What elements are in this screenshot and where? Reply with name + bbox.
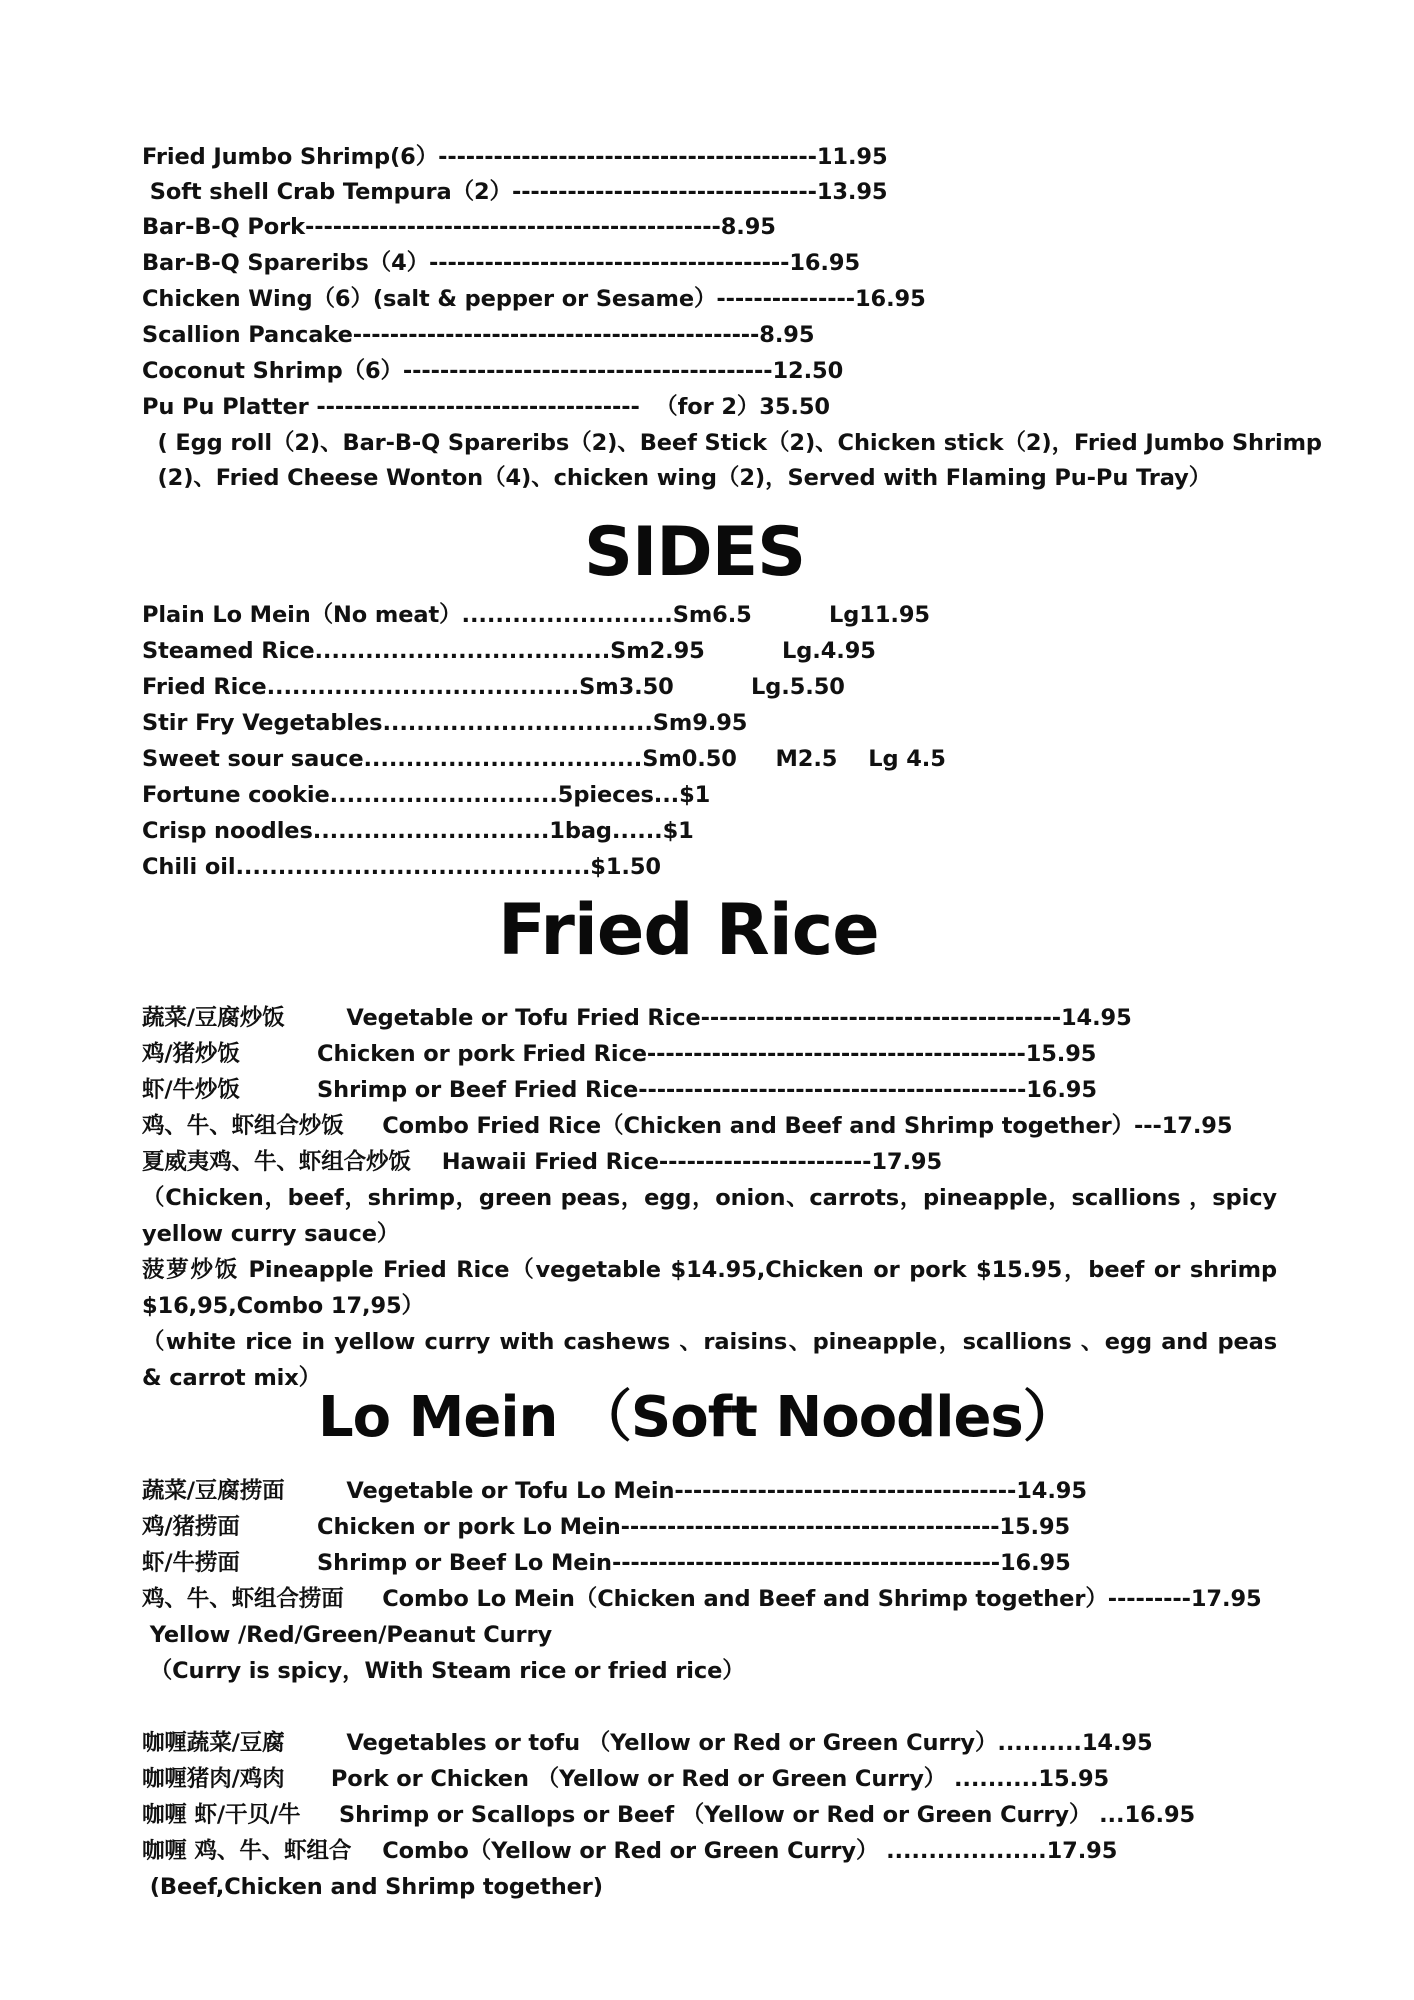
menu-item: 虾/牛捞面 Shrimp or Beef Lo Mein------------------------------------------16.95	[142, 1550, 1071, 1576]
menu-item: Plain Lo Mein（No meat）.........................Sm6.5 Lg11.95	[142, 602, 930, 628]
menu-item: Coconut Shrimp（6）----------------------------------------12.50	[142, 358, 844, 384]
section-heading-fried-rice: Fried Rice	[498, 889, 879, 971]
menu-item-description: （Chicken，beef，shrimp，green peas，egg，onion、carrots，pineapple，scallions ，spicy yellow curry sauce）	[142, 1185, 1277, 1247]
menu-item: 蔬菜/豆腐捞面 Vegetable or Tofu Lo Mein-------------------------------------14.95	[142, 1478, 1087, 1504]
menu-item: 咖喱猪肉/鸡肉 Pork or Chicken （Yellow or Red or Green Curry） ..........15.95	[142, 1766, 1110, 1792]
section-heading-lo-mein: Lo Mein （Soft Noodles）	[318, 1385, 1078, 1450]
menu-item: Chili oil..........................................$1.50	[142, 854, 661, 880]
menu-item: 鸡、牛、虾组合捞面 Combo Lo Mein（Chicken and Beef and Shrimp together）---------17.95	[142, 1586, 1262, 1612]
menu-item: Fried Jumbo Shrimp(6）-----------------------------------------11.95	[142, 144, 888, 170]
menu-item: Bar-B-Q Spareribs（4）---------------------------------------16.95	[142, 250, 860, 276]
menu-item: Soft shell Crab Tempura（2）---------------------------------13.95	[142, 179, 888, 205]
menu-item: Bar-B-Q Pork---------------------------------------------8.95	[142, 214, 776, 240]
menu-item: 蔬菜/豆腐炒饭 Vegetable or Tofu Fried Rice---------------------------------------14.95	[142, 1005, 1132, 1031]
menu-item: 咖喱 虾/干贝/牛 Shrimp or Scallops or Beef （Yellow or Red or Green Curry） ...16.95	[142, 1802, 1196, 1828]
menu-item: 鸡/猪炒饭 Chicken or pork Fried Rice-----------------------------------------15.95	[142, 1041, 1097, 1067]
menu-item: Fortune cookie...........................5pieces...$1	[142, 782, 711, 808]
section-heading-sides: SIDES	[584, 513, 806, 592]
menu-item: Fried Rice.....................................Sm3.50 Lg.5.50	[142, 674, 845, 700]
menu-item-description: (2)、Fried Cheese Wonton（4)、chicken wing（2)，Served with Flaming Pu-Pu Tray）	[142, 465, 1212, 491]
menu-item: 菠萝炒饭 Pineapple Fried Rice（vegetable $14.95,Chicken or pork $15.95，beef or shrimp $16,95,Combo 17,95）	[142, 1257, 1277, 1319]
menu-item: Chicken Wing（6）(salt & pepper or Sesame）---------------16.95	[142, 286, 926, 312]
menu-item: Crisp noodles............................1bag......$1	[142, 818, 694, 844]
menu-note: (Beef,Chicken and Shrimp together)	[142, 1874, 603, 1900]
menu-item-description: ( Egg roll（2)、Bar-B-Q Spareribs（2)、Beef Stick（2)、Chicken stick（2)，Fried Jumbo Shrimp	[142, 430, 1322, 456]
menu-item: Stir Fry Vegetables................................Sm9.95	[142, 710, 748, 736]
menu-item: Pu Pu Platter ----------------------------------- （for 2）35.50	[142, 394, 830, 420]
menu-item: 虾/牛炒饭 Shrimp or Beef Fried Rice------------------------------------------16.95	[142, 1077, 1097, 1103]
menu-item-description: （white rice in yellow curry with cashews 、raisins、pineapple，scallions 、egg and peas & carrot mix）	[142, 1329, 1277, 1391]
menu-item: 咖喱蔬菜/豆腐 Vegetables or tofu （Yellow or Red or Green Curry）..........14.95	[142, 1730, 1153, 1756]
menu-item: 鸡、牛、虾组合炒饭 Combo Fried Rice（Chicken and Beef and Shrimp together）---17.95	[142, 1113, 1233, 1139]
menu-item: Scallion Pancake--------------------------------------------8.95	[142, 322, 815, 348]
menu-item: 咖喱 鸡、牛、虾组合 Combo（Yellow or Red or Green Curry） ...................17.95	[142, 1838, 1118, 1864]
menu-item: Steamed Rice...................................Sm2.95 Lg.4.95	[142, 638, 876, 664]
menu-item: Sweet sour sauce.................................Sm0.50 M2.5 Lg 4.5	[142, 746, 946, 772]
menu-note: （Curry is spicy，With Steam rice or fried rice）	[142, 1658, 745, 1684]
menu-item: 鸡/猪捞面 Chicken or pork Lo Mein-----------------------------------------15.95	[142, 1514, 1071, 1540]
menu-item: 夏威夷鸡、牛、虾组合炒饭 Hawaii Fried Rice-----------------------17.95	[142, 1149, 943, 1175]
section-subheading-curry: Yellow /Red/Green/Peanut Curry	[142, 1622, 553, 1648]
